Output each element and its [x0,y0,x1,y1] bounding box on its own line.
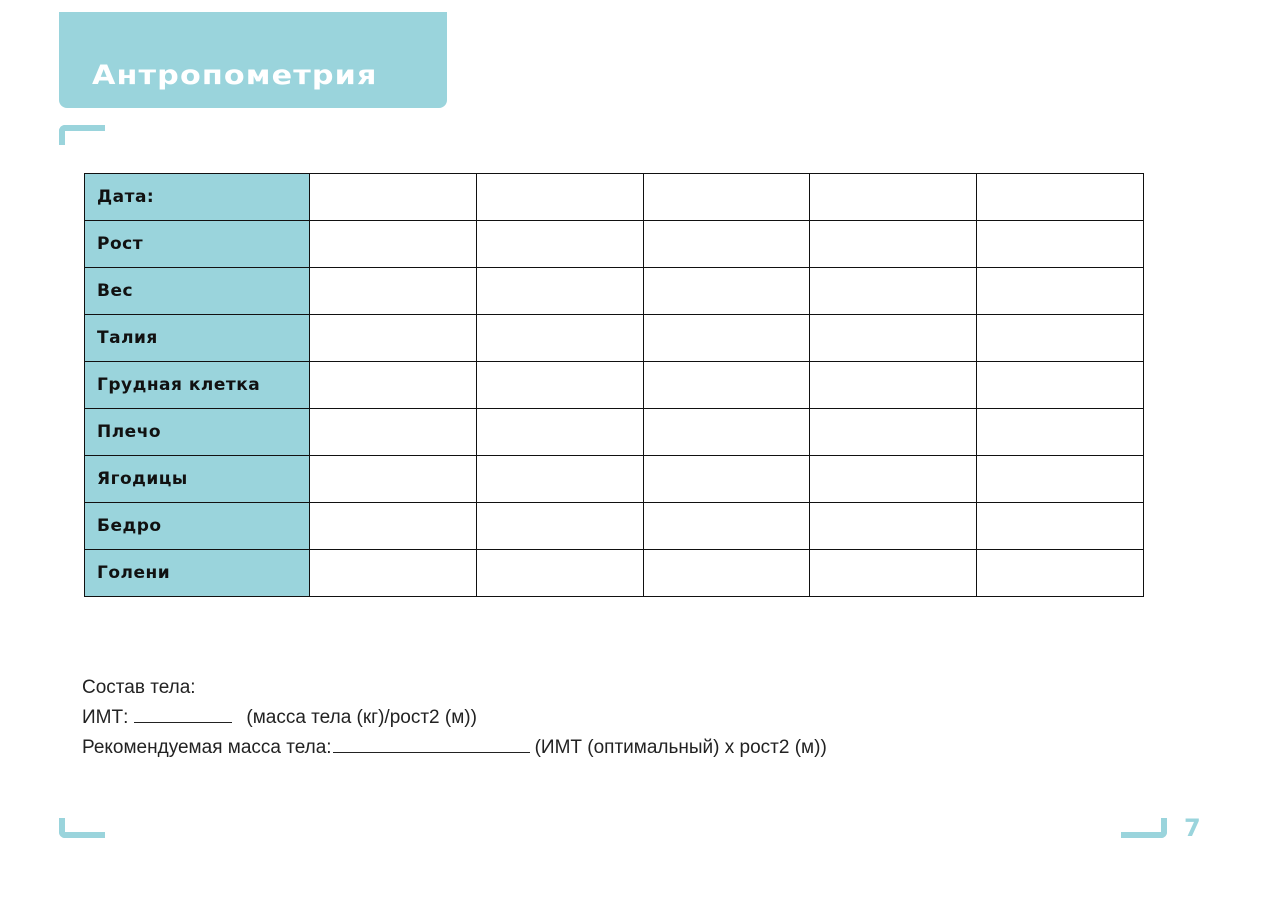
value-cell[interactable] [476,550,643,597]
value-cell[interactable] [810,409,977,456]
value-cell[interactable] [310,315,477,362]
table-row [85,550,1144,597]
value-cell[interactable] [810,315,977,362]
value-cell[interactable] [643,456,810,503]
value-cell[interactable] [810,503,977,550]
recommended-mass-formula: (ИМТ (оптимальный) х рост2 (м)) [534,737,827,758]
table-row [85,409,1144,456]
value-cell[interactable] [476,456,643,503]
value-cell[interactable] [643,268,810,315]
bmi-line [82,703,827,733]
value-cell[interactable] [643,550,810,597]
recommended-mass-label: Рекомендуемая масса тела: [82,737,332,758]
value-cell[interactable] [810,268,977,315]
row-label: Голени [85,550,310,597]
header-band [59,12,447,108]
row-label: Дата: [85,174,310,221]
value-cell[interactable] [643,221,810,268]
anthropometry-table [84,173,1144,597]
row-label: Вес [85,268,310,315]
value-cell[interactable] [977,221,1144,268]
value-cell[interactable] [476,174,643,221]
value-cell[interactable] [310,409,477,456]
value-cell[interactable] [643,362,810,409]
value-cell[interactable] [643,409,810,456]
value-cell[interactable] [643,503,810,550]
value-cell[interactable] [310,550,477,597]
bmi-label: ИМТ: [82,707,129,728]
value-cell[interactable] [643,174,810,221]
value-cell[interactable] [810,456,977,503]
table-row [85,221,1144,268]
value-cell[interactable] [977,174,1144,221]
value-cell[interactable] [310,221,477,268]
corner-bracket-top-left [59,125,105,145]
value-cell[interactable] [810,221,977,268]
value-cell[interactable] [476,503,643,550]
value-cell[interactable] [476,362,643,409]
bmi-formula: (масса тела (кг)/рост2 (м)) [246,707,477,728]
value-cell[interactable] [977,268,1144,315]
bmi-input-blank[interactable] [134,704,232,723]
value-cell[interactable] [476,268,643,315]
value-cell[interactable] [310,174,477,221]
table-row [85,456,1144,503]
value-cell[interactable] [977,315,1144,362]
value-cell[interactable] [643,315,810,362]
value-cell[interactable] [310,268,477,315]
row-label: Плечо [85,409,310,456]
row-label: Бедро [85,503,310,550]
value-cell[interactable] [977,503,1144,550]
value-cell[interactable] [310,456,477,503]
value-cell[interactable] [476,221,643,268]
value-cell[interactable] [977,456,1144,503]
value-cell[interactable] [310,362,477,409]
value-cell[interactable] [810,550,977,597]
value-cell[interactable] [977,409,1144,456]
value-cell[interactable] [977,362,1144,409]
composition-label: Состав тела: [82,677,196,698]
table-row [85,174,1144,221]
table-row [85,362,1144,409]
recommended-mass-line [82,733,827,763]
row-label: Грудная клетка [85,362,310,409]
value-cell[interactable] [310,503,477,550]
recommended-mass-input-blank[interactable] [333,734,530,753]
corner-bracket-bottom-right [1121,818,1167,838]
row-label: Талия [85,315,310,362]
value-cell[interactable] [977,550,1144,597]
table-row [85,503,1144,550]
row-label: Рост [85,221,310,268]
value-cell[interactable] [476,409,643,456]
value-cell[interactable] [810,174,977,221]
body-composition-notes [82,673,827,763]
table-row [85,268,1144,315]
table-row [85,315,1144,362]
page-number: 7 [1184,814,1201,842]
row-label: Ягодицы [85,456,310,503]
value-cell[interactable] [810,362,977,409]
corner-bracket-bottom-left [59,818,105,838]
value-cell[interactable] [476,315,643,362]
page-title: Антропометрия [92,60,378,91]
